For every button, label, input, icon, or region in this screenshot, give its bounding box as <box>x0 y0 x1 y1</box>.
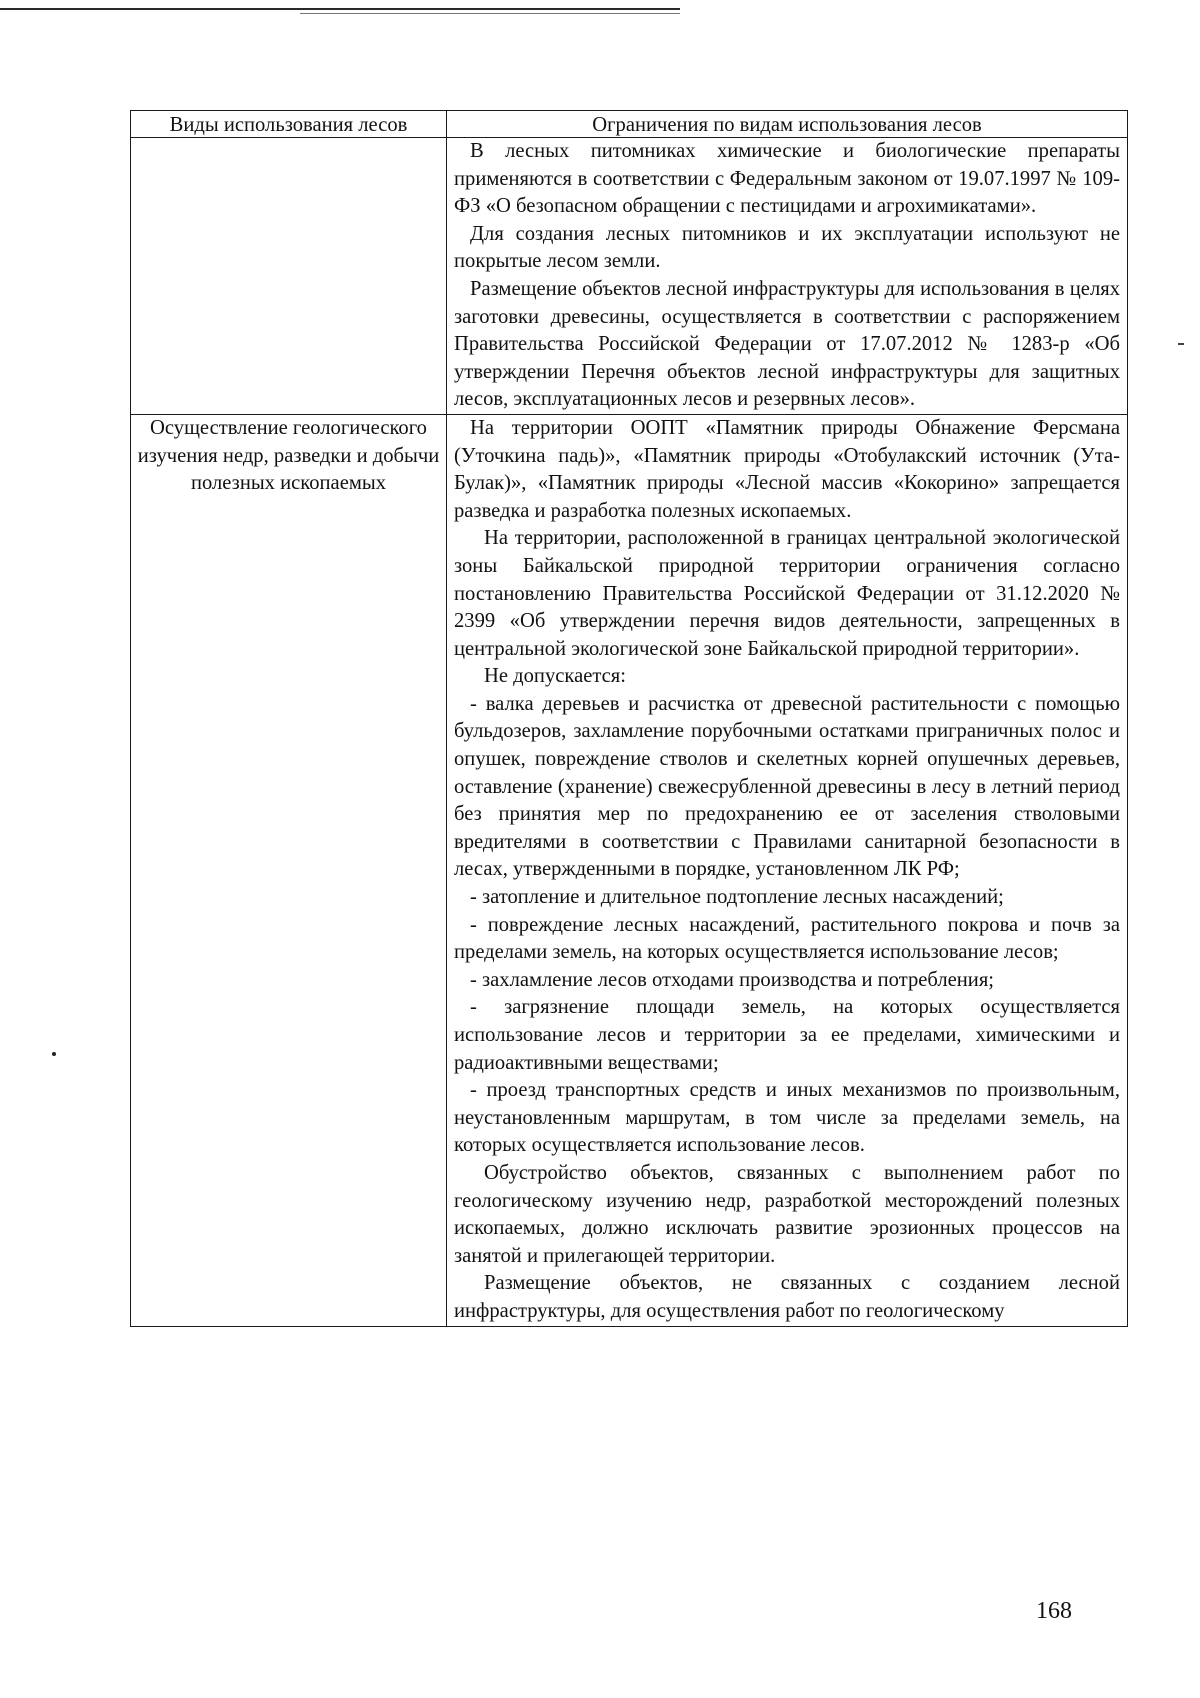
forest-use-restrictions-table <box>130 110 1128 1327</box>
row-forest-use-type: Осуществление геологического изучения недр, разведки и добычи полезных ископаемых <box>131 414 447 1326</box>
row-restrictions-text <box>447 414 1128 1326</box>
restriction-paragraph: Для создания лесных питомников и их эксплуатации используют не покрытые лесом земли. <box>454 222 1120 273</box>
table-row <box>131 138 1128 415</box>
scan-top-rule-secondary <box>300 13 680 14</box>
page-number: 168 <box>1036 1598 1072 1624</box>
row-restrictions-text <box>447 138 1128 415</box>
restriction-list-intro: Не допускается: <box>484 665 626 688</box>
restriction-list-item: - валка деревьев и расчистка от древесной растительности с помощью бульдозеров, захламление порубочными остатками приграничных полос и опушек, повреждение стволов и скелетных корней опушечных деревьев, оставление (хранение) свежесрубленной древесины в лесу в летний период без принятия мер по предохранению ее от заселения стволовыми вредителями в соответствии с Правилами санитарной безопасности в лесах, утвержденными в порядке, установленном ЛК РФ; <box>454 692 1120 881</box>
scan-artifact-dash <box>1178 343 1184 345</box>
restriction-paragraph: На территории ООПТ «Памятник природы Обнажение Ферсмана (Уточкина падь)», «Памятник природы «Отобулакский источник (Ута-Булак)», «Памятник природы «Лесной массив «Кокорино» запрещается разведка и разработка полезных ископаемых. <box>454 416 1120 522</box>
restriction-paragraph: В лесных питомниках химические и биологические препараты применяются в соответствии с Федеральным законом от 19.07.1997 № 109-ФЗ «О безопасном обращении с пестицидами и агрохимикатами». <box>454 140 1120 218</box>
restriction-paragraph: Обустройство объектов, связанных с выполнением работ по геологическому изучению недр, разработкой месторождений полезных ископаемых, должно исключать развитие эрозионных процессов на занятой и прилегающей территории. <box>454 1161 1120 1267</box>
restriction-list-item: - загрязнение площади земель, на которых осуществляется использование лесов и территории за ее пределами, химическими и радиоактивными веществами; <box>454 996 1120 1074</box>
row-forest-use-type <box>131 138 447 415</box>
restriction-paragraph: На территории, расположенной в границах центральной экологической зоны Байкальской природной территории ограничения согласно постановлению Правительства Российской Федерации от 31.12.2020 № 2399 «Об утверждении перечня видов деятельности, запрещенных в центральной экологической зоне Байкальской природной территории». <box>454 527 1120 660</box>
table-row <box>131 414 1128 1326</box>
restriction-list-item: - захламление лесов отходами производства и потребления; <box>470 968 995 991</box>
header-restrictions: Ограничения по видам использования лесов <box>447 111 1128 138</box>
table-header-row <box>131 111 1128 138</box>
restriction-list-item: - повреждение лесных насаждений, растительного покрова и почв за пределами земель, на которых осуществляется использование лесов; <box>454 913 1120 964</box>
restriction-list-item: - затопление и длительное подтопление лесных насаждений; <box>470 886 1004 909</box>
restriction-paragraph: Размещение объектов, не связанных с созданием лесной инфраструктуры, для осуществления работ по геологическому <box>454 1272 1120 1322</box>
restriction-paragraph: Размещение объектов лесной инфраструктуры для использования в целях заготовки древесины, осуществляется в соответствии с распоряжением Правительства Российской Федерации от 17.07.2012 № 1283-р «Об утверждении Перечня объектов лесной инфраструктуры для защитных лесов, эксплуатационных лесов и резервных лесов». <box>454 277 1120 411</box>
scan-top-rule <box>0 8 680 10</box>
restriction-list-item: - проезд транспортных средств и иных механизмов по произвольным, неустановленным маршрутам, в том числе за пределами земель, на которых осуществляется использование лесов. <box>454 1079 1120 1157</box>
header-forest-use-types: Виды использования лесов <box>131 111 447 138</box>
scan-artifact-speck <box>52 1052 56 1056</box>
